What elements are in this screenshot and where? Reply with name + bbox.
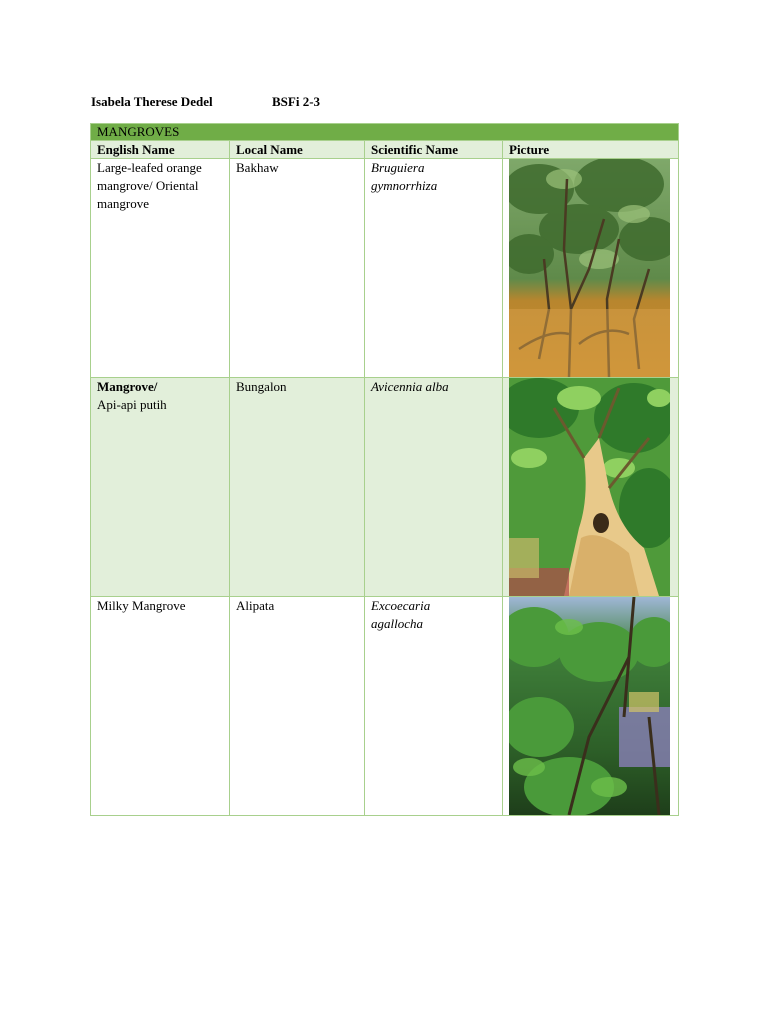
scientific-name-cell [365, 378, 503, 597]
picture-cell [503, 378, 679, 597]
column-header-english-name: English Name [91, 141, 230, 159]
scientific-name-species: gymnorrhiza [371, 178, 438, 193]
local-name-cell [230, 597, 365, 816]
english-name-cell [91, 597, 230, 816]
scientific-name-genus: Bruguiera [371, 160, 425, 175]
local-name: Bakhaw [236, 160, 279, 175]
student-name: Isabela Therese Dedel [91, 94, 213, 109]
column-header-local-name: Local Name [230, 141, 365, 159]
scientific-name: Avicennia alba [371, 379, 449, 394]
scientific-name-cell [365, 159, 503, 378]
english-name-cell [91, 159, 230, 378]
english-name-bold: Mangrove/ [97, 379, 158, 394]
table-title-row [91, 124, 679, 141]
picture-cell [503, 597, 679, 816]
table-row [91, 159, 679, 378]
picture-cell [503, 159, 679, 378]
table-row [91, 597, 679, 816]
mangrove-photo-river-canopy [509, 597, 670, 815]
english-name: Api-api putih [97, 397, 167, 412]
scientific-name-species: agallocha [371, 616, 423, 631]
column-header-row [91, 141, 679, 159]
english-name-cell [91, 378, 230, 597]
local-name-cell [230, 159, 365, 378]
document-header [91, 94, 321, 110]
english-name: Milky Mangrove [97, 598, 186, 613]
course-section: BSFi 2-3 [272, 94, 321, 109]
column-header-picture: Picture [503, 141, 679, 159]
scientific-name-genus: Excoecaria [371, 598, 431, 613]
local-name: Alipata [236, 598, 275, 613]
table-row [91, 378, 679, 597]
local-name: Bungalon [236, 379, 287, 394]
mangrove-photo-trunk-leaves [509, 378, 670, 596]
table-title: MANGROVES [91, 124, 679, 141]
english-name: Large-leafed orange mangrove/ Oriental mangrove [97, 160, 202, 211]
mangroves-table [90, 123, 679, 816]
scientific-name-cell [365, 597, 503, 816]
mangrove-photo-muddy-water [509, 159, 670, 377]
column-header-scientific-name: Scientific Name [365, 141, 503, 159]
local-name-cell [230, 378, 365, 597]
